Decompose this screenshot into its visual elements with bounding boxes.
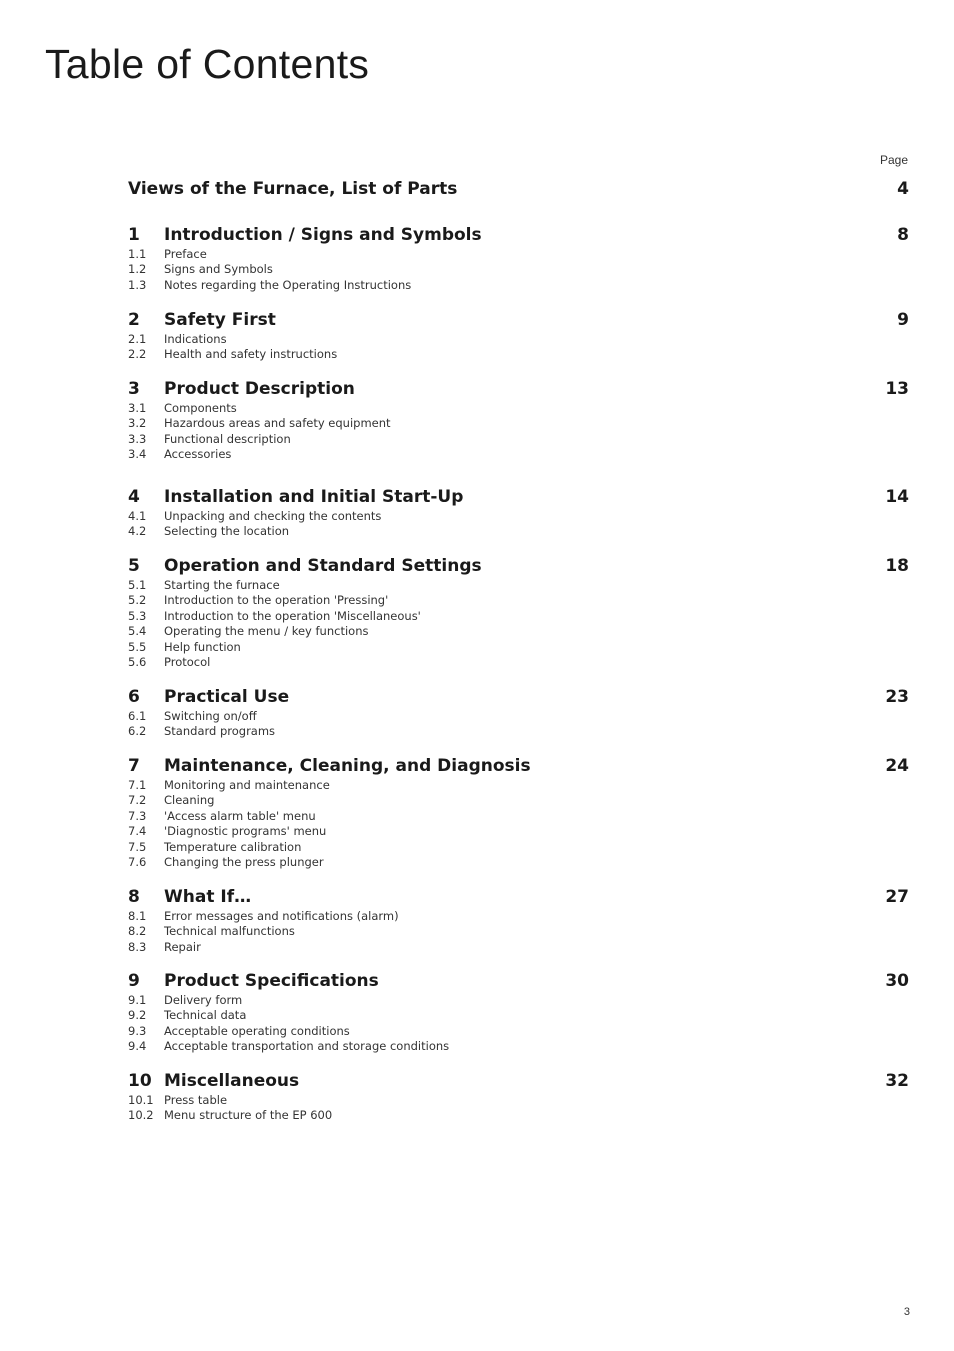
- toc-entry-intro[interactable]: [128, 177, 909, 201]
- toc-heading-page: 24: [885, 756, 909, 776]
- toc-subitem[interactable]: [128, 640, 909, 655]
- toc-subitem-number: 7.5: [128, 839, 147, 854]
- toc-heading-label: Installation and Initial Start-Up: [164, 487, 464, 507]
- toc-subitem[interactable]: [128, 909, 909, 924]
- toc-subitem-number: 3.4: [128, 447, 147, 462]
- toc-heading: [128, 177, 909, 201]
- toc-subitem[interactable]: [128, 993, 909, 1008]
- toc-heading-number: 6: [128, 687, 140, 707]
- toc-subitem-number: 2.1: [128, 332, 147, 346]
- page-title: Table of Contents: [45, 41, 370, 87]
- toc-subitem[interactable]: [128, 1008, 909, 1023]
- toc-subitem-label: Delivery form: [164, 993, 243, 1007]
- toc-subitem-label: Switching on/off: [164, 709, 257, 723]
- toc-subitem-number: 5.5: [128, 639, 147, 654]
- toc-subitem-label: Technical data: [164, 1008, 247, 1023]
- toc-heading-number: 4: [128, 487, 140, 507]
- toc-subitem[interactable]: [128, 401, 909, 416]
- toc-subitem[interactable]: [128, 724, 909, 739]
- toc-subitem-label: Notes regarding the Operating Instructions: [164, 277, 412, 292]
- toc-section-10[interactable]: [128, 1069, 909, 1124]
- toc-subitem-number: 6.2: [128, 724, 147, 739]
- toc-subitem-label: 'Diagnostic programs' menu: [164, 824, 327, 839]
- toc-subitem-number: 7.1: [128, 778, 147, 792]
- toc-subitem-label: Accessories: [164, 447, 232, 462]
- toc-subitem[interactable]: [128, 709, 909, 724]
- toc-heading-number: 7: [128, 756, 140, 776]
- toc-heading-label: Product Description: [164, 379, 355, 399]
- toc-heading-number: 9: [128, 971, 140, 991]
- toc-heading-page: 4: [897, 179, 909, 199]
- toc-subitem-number: 1.3: [128, 277, 147, 292]
- toc-subitem[interactable]: [128, 624, 909, 639]
- toc-heading-number: 8: [128, 887, 140, 907]
- toc-heading-label: Miscellaneous: [164, 1071, 300, 1091]
- toc-heading-page: 23: [885, 687, 909, 707]
- toc-subitem-number: 10.1: [128, 1093, 154, 1107]
- toc-subitem[interactable]: [128, 924, 909, 939]
- toc-heading-label: Views of the Furnace, List of Parts: [128, 179, 458, 199]
- toc-subitem-label: Operating the menu / key functions: [164, 624, 369, 639]
- toc-subitem-label: Repair: [164, 939, 201, 954]
- toc-section-4[interactable]: [128, 485, 909, 540]
- toc-heading-page: 14: [885, 487, 909, 507]
- toc-heading: [128, 223, 909, 247]
- toc-heading-label: What If…: [164, 887, 252, 907]
- toc-subitem[interactable]: [128, 347, 909, 362]
- toc-subitem-number: 3.2: [128, 416, 147, 431]
- toc-subitem-label: Help function: [164, 639, 241, 654]
- toc-section-5[interactable]: [128, 554, 909, 670]
- toc-section-6[interactable]: [128, 685, 909, 740]
- toc-subitem-label: Hazardous areas and safety equipment: [164, 416, 391, 431]
- toc-heading-label: Product Specifications: [164, 971, 379, 991]
- toc-section-9[interactable]: [128, 969, 909, 1055]
- toc-subitem[interactable]: [128, 593, 909, 608]
- toc-subitem-number: 5.4: [128, 624, 147, 639]
- toc-subitem-number: 10.2: [128, 1108, 154, 1123]
- toc-subitem[interactable]: [128, 809, 909, 824]
- toc-subitem[interactable]: [128, 1108, 909, 1123]
- toc-subitem-label: Signs and Symbols: [164, 262, 273, 277]
- toc-subitem-number: 5.1: [128, 578, 147, 592]
- toc-subitem-number: 5.6: [128, 654, 147, 669]
- toc-heading-number: 3: [128, 379, 140, 399]
- toc-section-8[interactable]: [128, 885, 909, 955]
- toc-subitem-label: Technical malfunctions: [164, 924, 295, 939]
- toc-subitem-number: 8.2: [128, 924, 147, 939]
- page-number: 3: [903, 1306, 910, 1318]
- toc-subitem-label: Preface: [164, 247, 207, 261]
- toc-subitem-label: Acceptable operating conditions: [164, 1023, 350, 1038]
- toc-subitem[interactable]: [128, 578, 909, 593]
- toc-subitem-label: Functional description: [164, 431, 291, 446]
- toc-subitem-label: Protocol: [164, 654, 211, 669]
- toc-subitem-number: 7.2: [128, 793, 147, 808]
- toc-heading-number: 5: [128, 556, 140, 576]
- toc-subitem[interactable]: [128, 278, 909, 293]
- toc-subitem[interactable]: [128, 1039, 909, 1054]
- toc-subitem-number: 7.4: [128, 824, 147, 839]
- toc-subitem-label: Introduction to the operation 'Miscellaneous': [164, 608, 421, 623]
- toc-heading: [128, 754, 909, 778]
- toc-subitem[interactable]: [128, 824, 909, 839]
- toc-subitem-number: 2.2: [128, 347, 147, 362]
- toc-subitem-label: Changing the press plunger: [164, 854, 324, 869]
- toc-heading-number: 10: [128, 1071, 152, 1091]
- toc-subitem-number: 8.1: [128, 909, 147, 923]
- toc-subitem[interactable]: [128, 609, 909, 624]
- toc-subitem-number: 1.2: [128, 262, 147, 277]
- toc-heading-page: 27: [885, 887, 909, 907]
- toc-heading: [128, 685, 909, 709]
- toc-subitem-label: Error messages and notifications (alarm): [164, 909, 399, 923]
- toc-heading-page: 13: [885, 379, 909, 399]
- toc-heading-page: 9: [897, 310, 909, 330]
- toc-subitem-number: 6.1: [128, 709, 147, 723]
- toc-subitem-label: Unpacking and checking the contents: [164, 509, 382, 523]
- toc-section-2[interactable]: [128, 308, 909, 363]
- toc-subitem[interactable]: [128, 840, 909, 855]
- toc-subitem-number: 9.2: [128, 1008, 147, 1023]
- toc-heading-page: 32: [885, 1071, 909, 1091]
- toc-heading-label: Practical Use: [164, 687, 290, 707]
- toc-subitem-number: 1.1: [128, 247, 147, 261]
- toc-heading-page: 8: [897, 225, 909, 245]
- toc-section-7[interactable]: [128, 754, 909, 870]
- toc-subitem-label: 'Access alarm table' menu: [164, 808, 316, 823]
- toc-heading: [128, 1069, 909, 1093]
- toc-subitem-number: 4.2: [128, 524, 147, 539]
- toc-subitem-label: Monitoring and maintenance: [164, 778, 330, 792]
- toc-subitem-number: 8.3: [128, 939, 147, 954]
- toc-heading: [128, 885, 909, 909]
- toc-heading-number: 1: [128, 225, 140, 245]
- toc-subitem-label: Components: [164, 401, 237, 415]
- toc-subitem[interactable]: [128, 793, 909, 808]
- toc-subitem-number: 3.1: [128, 401, 147, 415]
- toc-subitem-label: Indications: [164, 332, 227, 346]
- toc-subitem-number: 4.1: [128, 509, 147, 523]
- toc-subitem-number: 7.3: [128, 808, 147, 823]
- toc-subitem[interactable]: [128, 447, 909, 462]
- toc-subitem-label: Menu structure of the EP 600: [164, 1108, 333, 1123]
- toc-subitem[interactable]: [128, 655, 909, 670]
- toc-subitem-number: 7.6: [128, 854, 147, 869]
- page-column-header: Page: [879, 153, 908, 167]
- toc-heading: [128, 485, 909, 509]
- toc-subitem[interactable]: [128, 778, 909, 793]
- toc-heading: [128, 308, 909, 332]
- toc-heading-number: 2: [128, 310, 140, 330]
- toc-subitem[interactable]: [128, 509, 909, 524]
- toc-subitem-label: Acceptable transportation and storage conditions: [164, 1039, 450, 1054]
- toc-subitem-label: Cleaning: [164, 793, 215, 808]
- toc-subitem-number: 9.1: [128, 993, 147, 1007]
- toc-section-3[interactable]: [128, 377, 909, 463]
- toc-subitem-label: Introduction to the operation 'Pressing': [164, 593, 389, 608]
- toc-subitem-label: Starting the furnace: [164, 578, 280, 592]
- toc-subitem-label: Temperature calibration: [164, 839, 302, 854]
- toc-subitem[interactable]: [128, 332, 909, 347]
- toc-subitem-number: 9.4: [128, 1039, 147, 1054]
- toc-subitem-number: 9.3: [128, 1023, 147, 1038]
- toc-subitem-label: Standard programs: [164, 724, 276, 739]
- toc-heading-label: Safety First: [164, 310, 276, 330]
- toc-subitem-label: Press table: [164, 1093, 228, 1107]
- toc-subitem[interactable]: [128, 524, 909, 539]
- toc-heading-page: 30: [885, 971, 909, 991]
- toc-heading-page: 18: [885, 556, 909, 576]
- toc-subitem[interactable]: [128, 940, 909, 955]
- toc-subitem[interactable]: [128, 416, 909, 431]
- toc-subitem[interactable]: [128, 855, 909, 870]
- toc-heading: [128, 377, 909, 401]
- toc-subitem-number: 5.3: [128, 608, 147, 623]
- toc-subitem[interactable]: [128, 262, 909, 277]
- toc-section-1[interactable]: [128, 223, 909, 293]
- toc-subitem[interactable]: [128, 1024, 909, 1039]
- toc-heading-label: Operation and Standard Settings: [164, 556, 482, 576]
- toc-heading-label: Maintenance, Cleaning, and Diagnosis: [164, 756, 531, 776]
- toc-heading-label: Introduction / Signs and Symbols: [164, 225, 482, 245]
- toc-subitem-label: Selecting the location: [164, 524, 290, 539]
- toc-subitem-label: Health and safety instructions: [164, 347, 338, 362]
- toc-subitem[interactable]: [128, 432, 909, 447]
- toc-subitem-number: 3.3: [128, 431, 147, 446]
- toc-heading: [128, 554, 909, 578]
- toc-heading: [128, 969, 909, 993]
- toc-subitem[interactable]: [128, 247, 909, 262]
- toc-subitem[interactable]: [128, 1093, 909, 1108]
- toc-subitem-number: 5.2: [128, 593, 147, 608]
